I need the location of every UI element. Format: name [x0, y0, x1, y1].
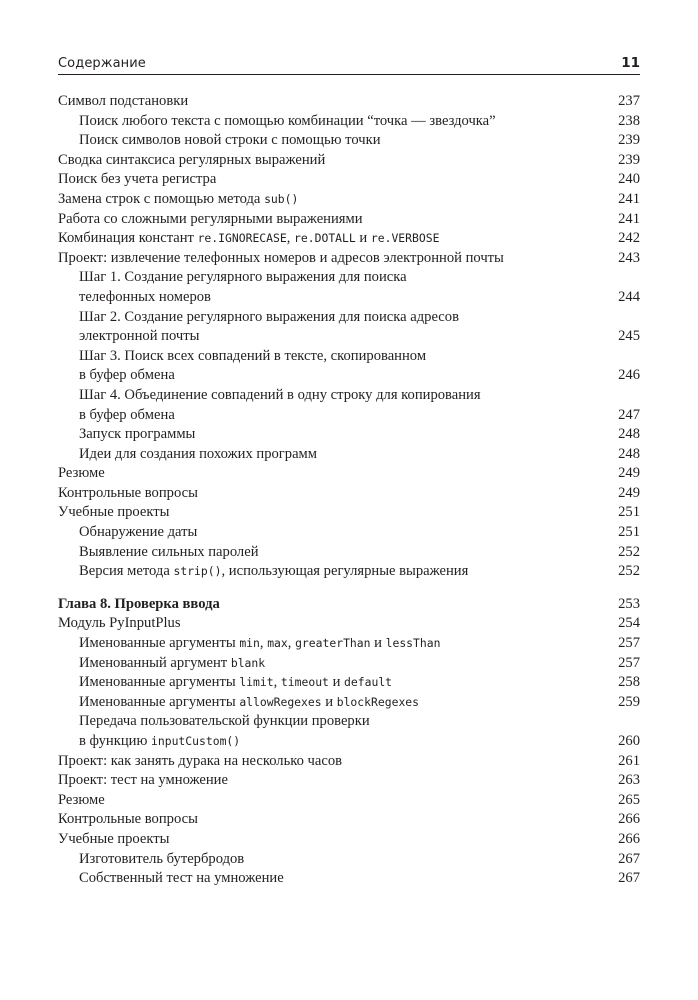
toc-entry: [58, 210, 640, 230]
toc-entry-title: [79, 327, 614, 347]
title-text: , использующая регулярные выражения: [221, 563, 469, 580]
code-fragment: min: [239, 636, 260, 651]
toc-entry: [58, 464, 640, 484]
toc-subentry: [58, 425, 640, 445]
toc-entry: [58, 151, 640, 171]
title-text: ,: [287, 635, 296, 652]
toc-page-number: 245: [618, 328, 640, 345]
toc-entry: [58, 190, 640, 210]
toc-entry-title: [79, 268, 614, 288]
title-text: и: [370, 635, 386, 652]
toc-subentry: [58, 693, 640, 713]
title-text: Модуль PyInputPlus: [58, 615, 181, 632]
title-text: Резюме: [58, 465, 105, 482]
toc-entry-title: [79, 131, 614, 151]
toc-entry-title: [79, 673, 614, 693]
title-text: Символ подстановки: [58, 93, 189, 109]
toc-subentry: [58, 308, 640, 328]
code-fragment: re.DOTALL: [294, 231, 356, 246]
toc-entry-title: [58, 771, 614, 791]
toc-subentry: [58, 268, 640, 288]
title-text: Проект: извлечение телефонных номеров и адресов электронной почты: [58, 249, 504, 266]
toc-entry-title: [58, 229, 614, 249]
toc-page-number: 251: [618, 504, 640, 521]
toc-page-number: 263: [618, 772, 640, 789]
toc-entry-title: [79, 712, 614, 732]
title-text: Проект: как занять дурака на несколько часов: [58, 752, 343, 769]
toc-entry-title: [79, 347, 614, 367]
code-fragment: re.VERBOSE: [370, 231, 440, 246]
toc-subentry: [58, 543, 640, 563]
toc-page-number: 241: [618, 210, 640, 227]
toc-subentry: [58, 288, 640, 308]
toc-subentry: [58, 445, 640, 465]
toc-entry-title: [79, 523, 614, 543]
toc-page-number: 247: [618, 406, 640, 423]
toc-entry-title: [79, 543, 614, 563]
toc-subentry: [58, 347, 640, 367]
toc-entry-title: [79, 425, 614, 445]
toc-entry: [58, 830, 640, 850]
toc-entry-title: [79, 693, 614, 713]
toc-page-number: 249: [618, 484, 640, 501]
code-fragment: re.IGNORECASE: [197, 231, 287, 246]
toc-page-number: 248: [618, 445, 640, 462]
title-text: в буфер обмена: [79, 367, 175, 384]
toc-entry-title: [58, 503, 614, 523]
title-text: Собственный тест на умножение: [79, 870, 284, 887]
toc-entry-title: [79, 112, 614, 132]
toc-subentry: [58, 562, 640, 582]
toc-entry-title: [79, 869, 614, 889]
toc-entry: [58, 249, 640, 269]
toc-page-number: 239: [618, 151, 640, 168]
toc-entry-title: [58, 791, 614, 811]
toc-subentry: [58, 366, 640, 386]
title-text: Учебные проекты: [58, 504, 170, 521]
toc-page-number: 238: [618, 112, 640, 129]
title-text: Идеи для создания похожих программ: [79, 445, 318, 462]
toc-entry: [58, 503, 640, 523]
title-text: электронной почты: [79, 328, 200, 345]
toc-subentry: [58, 523, 640, 543]
toc-subentry: [58, 634, 640, 654]
title-text: Выявление сильных паролей: [79, 543, 259, 560]
toc-subentry: [58, 654, 640, 674]
toc-chapter: [58, 595, 640, 615]
toc-page-number: 266: [618, 811, 640, 828]
toc-page-number: 253: [618, 595, 640, 612]
toc-page-number: 243: [618, 249, 640, 266]
code-fragment: sub(): [264, 191, 299, 206]
title-text: Поиск без учета регистра: [58, 171, 217, 188]
toc-entry-title: [79, 366, 614, 386]
toc-page-number: 261: [618, 752, 640, 769]
toc-entry: [58, 810, 640, 830]
code-fragment: inputCustom(): [151, 734, 241, 748]
title-text: Шаг 2. Создание регулярного выражения для поиска адресов: [79, 308, 459, 325]
title-text: Контрольные вопросы: [58, 484, 198, 501]
toc-entry-title: [79, 445, 614, 465]
title-text: Контрольные вопросы: [58, 811, 198, 828]
toc-page-number: 237: [618, 93, 640, 109]
title-text: Шаг 4. Объединение совпадений в одну строку для копирования: [79, 386, 481, 403]
toc-entry: [58, 752, 640, 772]
title-text: ,: [273, 674, 281, 691]
toc-subentry: [58, 131, 640, 151]
toc-subentry: [58, 732, 640, 752]
title-text: Комбинация констант: [58, 230, 198, 247]
toc-entry-title: [58, 92, 614, 112]
toc-page-number: 246: [618, 367, 640, 384]
title-text: в буфер обмена: [79, 406, 175, 423]
toc-entry-title: [79, 406, 614, 426]
toc-page-number: 260: [618, 733, 640, 749]
toc-entry-title: [58, 190, 614, 210]
toc-page-number: 239: [618, 132, 640, 149]
toc-subentry: [58, 406, 640, 426]
running-title: Содержание: [58, 56, 146, 71]
toc-entry: [58, 791, 640, 811]
toc-entry-title: [79, 308, 614, 328]
toc-entry: [58, 771, 640, 791]
title-text: Изготовитель бутербродов: [79, 850, 245, 867]
title-text: Именованные аргументы: [79, 693, 240, 710]
code-fragment: limit: [239, 675, 274, 690]
title-text: Версия метода: [79, 563, 174, 580]
toc-page-number: 249: [618, 465, 640, 482]
code-fragment: blank: [230, 655, 266, 670]
title-text: Глава 8. Проверка ввода: [58, 595, 220, 612]
title-text: ,: [286, 230, 295, 247]
toc-entry-title: [79, 654, 614, 674]
title-text: и: [328, 674, 345, 691]
title-text: Замена строк с помощью метода: [58, 190, 265, 207]
toc-entry-title: [58, 170, 614, 190]
toc-entry: [58, 484, 640, 504]
toc-subentry: [58, 327, 640, 347]
title-text: Проект: тест на умножение: [58, 772, 228, 789]
title-text: Передача пользовательской функции проверки: [79, 713, 370, 730]
toc-entry-title: [58, 614, 614, 634]
table-of-contents: [58, 92, 640, 889]
toc-entry-title: [58, 595, 614, 615]
code-fragment: allowRegexes: [239, 694, 322, 709]
title-text: Поиск символов новой строки с помощью точки: [79, 132, 381, 149]
title-text: Шаг 3. Поиск всех совпадений в тексте, скопированном: [79, 347, 427, 364]
toc-subentry: [58, 386, 640, 406]
code-fragment: timeout: [280, 675, 329, 690]
toc-entry-title: [58, 464, 614, 484]
toc-page-number: 257: [618, 635, 640, 652]
toc-page-number: 248: [618, 426, 640, 443]
toc-page-number: 252: [618, 563, 640, 580]
title-text: и: [355, 230, 371, 247]
toc-page-number: 252: [618, 543, 640, 560]
title-text: Резюме: [58, 791, 105, 808]
code-fragment: lessThan: [385, 636, 441, 651]
code-fragment: blockRegexes: [336, 694, 420, 709]
toc-page-number: 240: [618, 171, 640, 188]
toc-page-number: 265: [618, 791, 640, 808]
toc-entry-title: [79, 386, 614, 406]
toc-subentry: [58, 112, 640, 132]
toc-page-number: 242: [618, 230, 640, 247]
title-text: Работа со сложными регулярными выражениями: [58, 210, 363, 227]
title-text: в функцию: [79, 733, 151, 749]
toc-entry-title: [79, 288, 614, 308]
toc-entry-title: [79, 732, 614, 752]
toc-entry-title: [58, 810, 614, 830]
toc-entry: [58, 92, 640, 112]
page-number: 11: [621, 55, 640, 71]
code-fragment: greaterThan: [295, 636, 371, 651]
title-text: ,: [259, 635, 268, 652]
toc-entry-title: [58, 210, 614, 230]
toc-entry-title: [58, 249, 614, 269]
toc-entry-title: [58, 752, 614, 772]
toc-entry-title: [58, 151, 614, 171]
toc-page-number: 244: [618, 288, 640, 305]
title-text: Шаг 1. Создание регулярного выражения для поиска: [79, 269, 407, 286]
toc-entry-title: [79, 562, 614, 582]
title-text: Обнаружение даты: [79, 524, 198, 541]
toc-page-number: 267: [618, 870, 640, 887]
toc-subentry: [58, 673, 640, 693]
toc-entry: [58, 614, 640, 634]
title-text: Именованные аргументы: [79, 674, 240, 691]
code-fragment: max: [267, 636, 288, 651]
toc-entry: [58, 170, 640, 190]
toc-page-number: 251: [618, 524, 640, 541]
title-text: и: [321, 693, 337, 710]
title-text: Сводка синтаксиса регулярных выражений: [58, 151, 326, 168]
toc-subentry: [58, 869, 640, 889]
toc-entry-title: [58, 830, 614, 850]
toc-subentry: [58, 850, 640, 870]
toc-page-number: 241: [618, 190, 640, 207]
toc-page-number: 258: [618, 674, 640, 691]
title-text: Поиск любого текста с помощью комбинации “точка — звездочка”: [79, 112, 496, 129]
title-text: телефонных номеров: [79, 288, 211, 305]
toc-page-number: 257: [618, 654, 640, 671]
toc-entry: [58, 229, 640, 249]
toc-entry-title: [58, 484, 614, 504]
toc-entry-title: [79, 634, 614, 654]
toc-entry-title: [79, 850, 614, 870]
code-fragment: strip(): [173, 564, 222, 579]
page-header: [58, 54, 640, 75]
title-text: Запуск программы: [79, 426, 196, 443]
code-fragment: default: [344, 675, 393, 690]
toc-page-number: 266: [618, 830, 640, 847]
toc-subentry: [58, 712, 640, 732]
toc-page-number: 254: [618, 615, 640, 632]
toc-page-number: 267: [618, 850, 640, 867]
title-text: Учебные проекты: [58, 830, 170, 847]
toc-page-number: 259: [618, 693, 640, 710]
title-text: Именованный аргумент: [79, 654, 231, 671]
title-text: Именованные аргументы: [79, 635, 240, 652]
